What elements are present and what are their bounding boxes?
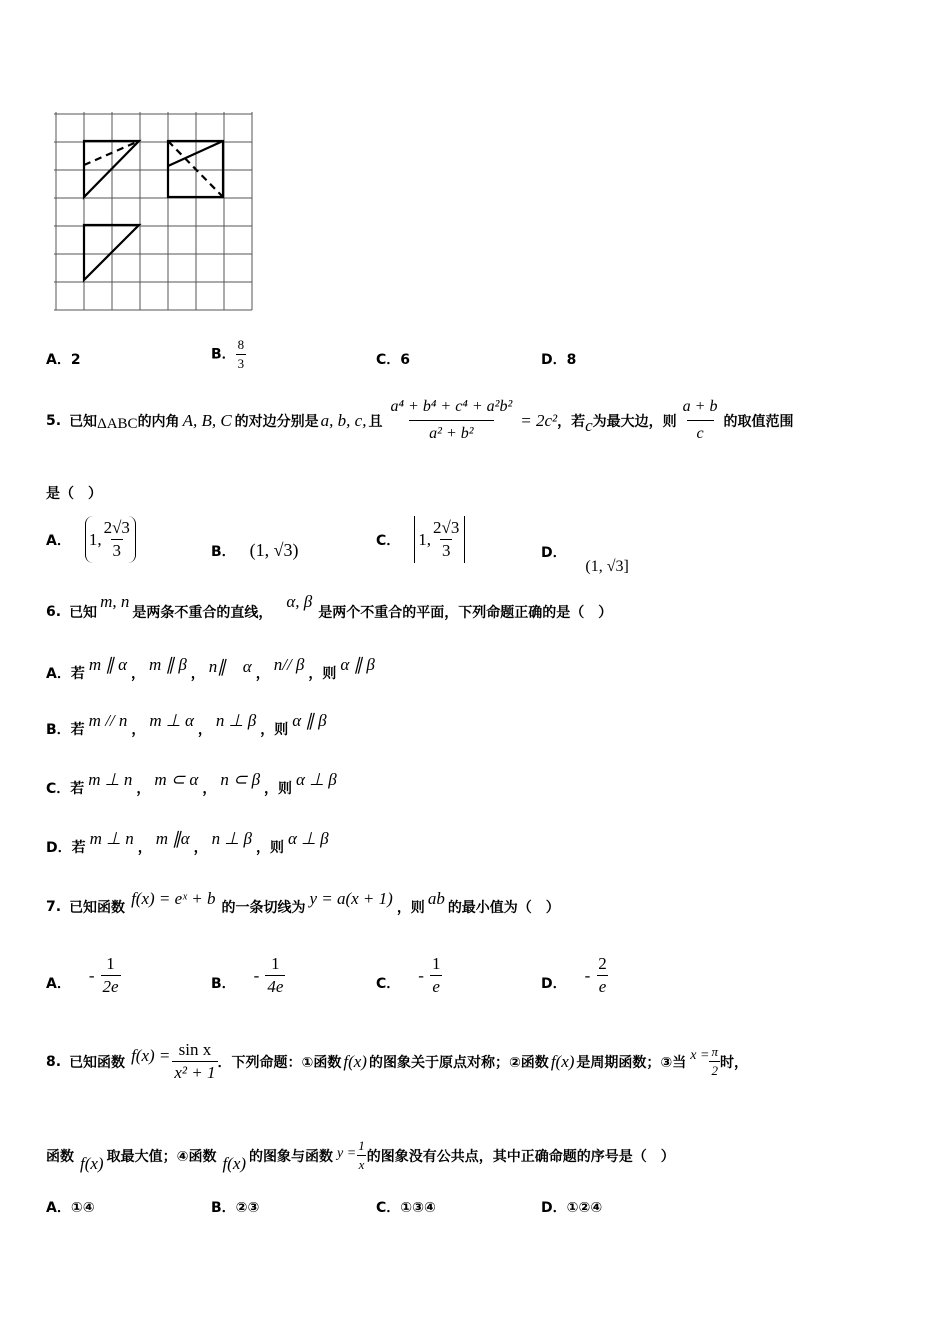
q4-option-b[interactable]: B． $\frac{8}{3}$ — [211, 337, 245, 371]
q5-option-d[interactable]: D． (1, √3] — [541, 545, 629, 575]
q5-option-a[interactable]: A． 1, $\frac{2√3}{3}$ — [46, 516, 136, 563]
q6-option-d[interactable]: D． 若 m ⊥ n ， m ∥α ， n ⊥ β ，则 α ⊥ β — [46, 829, 329, 856]
q8-stem-cont: 函数 f(x) 取最大值；④函数 f(x) 的图象与函数 y = $\frac{1}{x}$ 的图象没有公共点，其中正确命题的序号是（ ） — [46, 1138, 675, 1173]
three-view-grid-figure — [52, 110, 256, 314]
q5-stem: 5. 已知 ΔABC 的内角 A, B, C 的对边分别是 a, b, c, 且 $\frac{\text{a⁴ + b⁴ + c⁴ + a²b²}}{\text{a² + b²}}$ = 2c² ，若 c 为最大边，则 $\frac{a + b}{c}$ 的取值范围 — [46, 398, 794, 442]
q4-option-d[interactable]: D．8 — [541, 352, 577, 368]
q4-option-c[interactable]: C．6 — [376, 352, 411, 368]
q6-option-b[interactable]: B． 若 m // n ， m ⊥ α ， n ⊥ β ，则 α ∥ β — [46, 711, 327, 738]
q7-option-c[interactable]: C． - $\frac{1}{e}$ — [376, 954, 441, 996]
q5-option-c[interactable]: C． 1, $\frac{2√3}{3}$ — [376, 516, 465, 563]
q7-option-a[interactable]: A． - $\frac{1}{2e}$ — [46, 954, 119, 996]
q8-option-b[interactable]: B．②③ — [211, 1200, 260, 1216]
q5-option-b[interactable]: B． (1, √3) — [211, 540, 299, 560]
q8-option-d[interactable]: D．①②④ — [541, 1200, 603, 1216]
q8-option-a[interactable]: A．①④ — [46, 1200, 95, 1216]
q7-stem: 7. 已知函数 f(x) = eˣ + b 的一条切线为 y = a(x + 1) ，则 ab 的最小值为（ ） — [46, 889, 560, 916]
q4-option-a[interactable]: A．2 — [46, 352, 81, 368]
q6-option-c[interactable]: C． 若 m ⊥ n ， m ⊂ α ， n ⊂ β ，则 α ⊥ β — [46, 770, 337, 797]
q5-stem-cont: 是（ ） — [46, 486, 102, 502]
q7-option-b[interactable]: B． - $\frac{1}{4e}$ — [211, 954, 284, 996]
q8-option-c[interactable]: C．①③④ — [376, 1200, 436, 1216]
q7-option-d[interactable]: D． - $\frac{2}{e}$ — [541, 954, 607, 996]
q6-option-a[interactable]: A． 若 m ∥ α ， m ∥ β ， n∥ α ， n// β ，则 α ∥ β — [46, 654, 375, 682]
q6-stem: 6. 已知 m, n 是两条不重合的直线， α, β 是两个不重合的平面，下列命题正确的是（ ） — [46, 592, 613, 621]
q8-stem: 8. 已知函数 f(x) = $\frac{\text{sin x}}{\text{x² + 1}}$ ．下列命题：①函数 f(x) 的图象关于原点对称；②函数 f(x) 是周期函数；③当 x = $\frac{\pi}{2}$ 时， — [46, 1040, 748, 1082]
